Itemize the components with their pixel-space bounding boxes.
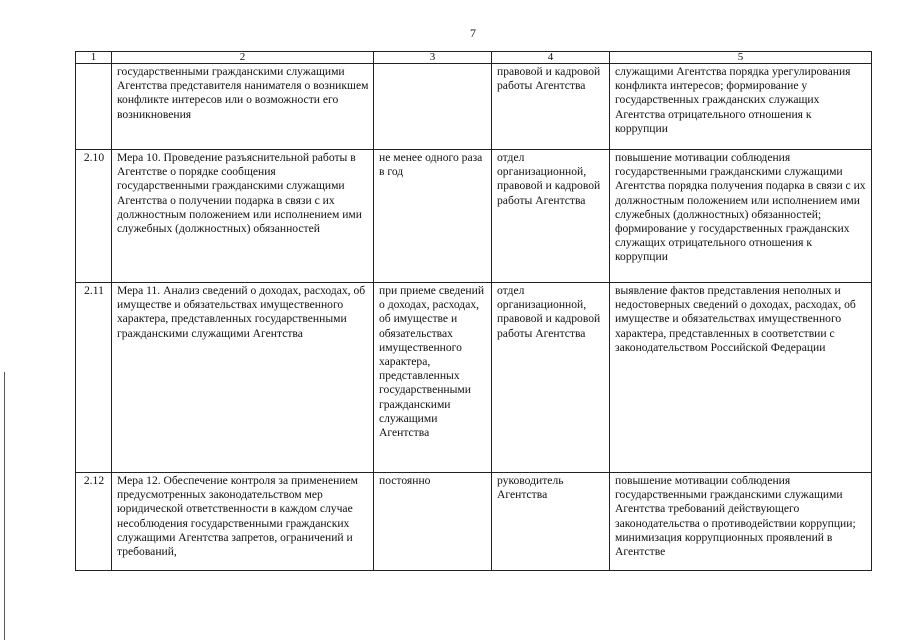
result-cell: служащими Агентства порядка урегулирования конфликта интересов; формирование у государственных гражданских служащих Агентства отрицательного отношения к коррупции	[610, 64, 872, 150]
column-header: 5	[610, 52, 872, 64]
result-cell: повышение мотивации соблюдения государственными гражданскими служащими Агентства порядка получения подарка в связи с их должностным положением или исполнением ими служебных (должностных) обязанностей; формирование у государственных гражданских служащих отрицательного отношения к коррупции	[610, 150, 872, 283]
term-cell: постоянно	[374, 473, 492, 571]
measure-cell: государственными гражданскими служащими Агентства представителя нанимателя о возникшем конфликте интересов или о возможности его возникновения	[112, 64, 374, 150]
result-cell: повышение мотивации соблюдения государственными гражданскими служащими Агентства требований действующего законодательства о противодействии коррупции; минимизация коррупционных проявлений в Агентстве	[610, 473, 872, 571]
table-row	[76, 150, 872, 283]
term-cell	[374, 64, 492, 150]
responsible-cell: отдел организационной, правовой и кадровой работы Агентства	[492, 283, 610, 473]
page-number: 7	[470, 26, 476, 40]
measures-table	[75, 51, 872, 571]
row-number: 2.10	[76, 150, 112, 283]
column-header: 2	[112, 52, 374, 64]
measure-cell: Мера 12. Обеспечение контроля за применением предусмотренных законодательством мер юридической ответственности в каждом случае несоблюдения государственными гражданских служащими Агентства запретов, ограничений и требований,	[112, 473, 374, 571]
column-header: 3	[374, 52, 492, 64]
row-number	[76, 64, 112, 150]
table-row	[76, 64, 872, 150]
term-cell: при приеме сведений о доходах, расходах, об имуществе и обязательствах имущественного характера, представленных государственными гражданскими служащими Агентства	[374, 283, 492, 473]
scan-edge-line	[4, 372, 5, 640]
responsible-cell: руководитель Агентства	[492, 473, 610, 571]
table-row	[76, 283, 872, 473]
result-cell: выявление фактов представления неполных и недостоверных сведений о доходах, расходах, об имуществе и обязательствах имущественного характера, представленных в соответствии с законодательством Российской Федерации	[610, 283, 872, 473]
responsible-cell: правовой и кадровой работы Агентства	[492, 64, 610, 150]
table-header-row	[76, 52, 872, 64]
responsible-cell: отдел организационной, правовой и кадровой работы Агентства	[492, 150, 610, 283]
column-header: 4	[492, 52, 610, 64]
term-cell: не менее одного раза в год	[374, 150, 492, 283]
table-row	[76, 473, 872, 571]
row-number: 2.11	[76, 283, 112, 473]
column-header: 1	[76, 52, 112, 64]
measure-cell: Мера 10. Проведение разъяснительной работы в Агентстве о порядке сообщения государственными гражданскими служащими Агентства о получении подарка в связи с их должностным положением или исполнением ими служебных (должностных) обязанностей	[112, 150, 374, 283]
row-number: 2.12	[76, 473, 112, 571]
measure-cell: Мера 11. Анализ сведений о доходах, расходах, об имуществе и обязательствах имущественного характера, представленных государственными гражданскими служащими Агентства	[112, 283, 374, 473]
